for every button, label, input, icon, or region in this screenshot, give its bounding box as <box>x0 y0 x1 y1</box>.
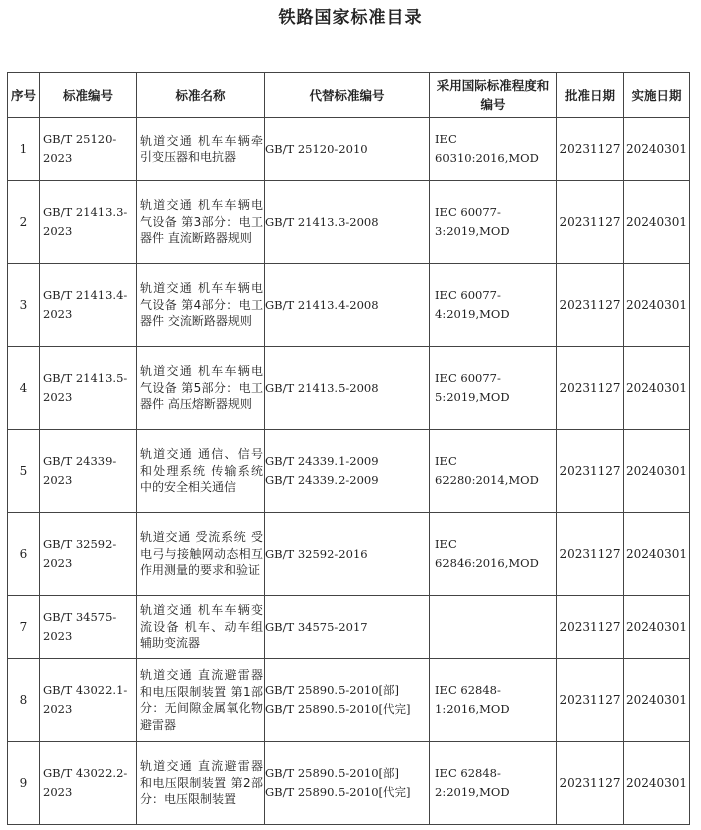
cell-replaces: GB/T 21413.5-2008 <box>265 347 430 430</box>
cell-replaces: GB/T 25890.5-2010[部] GB/T 25890.5-2010[代完] <box>265 659 430 742</box>
standards-table <box>7 72 690 825</box>
cell-code: GB/T 21413.4-2023 <box>40 264 137 347</box>
cell-approve-date: 20231127 <box>557 264 624 347</box>
table-row <box>8 596 690 659</box>
cell-approve-date: 20231127 <box>557 347 624 430</box>
cell-intl: IEC 62846:2016,MOD <box>430 513 557 596</box>
cell-name: 轨道交通 通信、信号和处理系统 传输系统中的安全相关通信 <box>137 430 265 513</box>
header-approve: 批准日期 <box>557 73 624 118</box>
cell-approve-date: 20231127 <box>557 513 624 596</box>
cell-name: 轨道交通 机车车辆牵引变压器和电抗器 <box>137 118 265 181</box>
cell-intl: IEC 60310:2016,MOD <box>430 118 557 181</box>
cell-replaces: GB/T 21413.4-2008 <box>265 264 430 347</box>
cell-name: 轨道交通 机车车辆电气设备 第4部分：电工器件 交流断路器规则 <box>137 264 265 347</box>
cell-name: 轨道交通 机车车辆变流设备 机车、动车组辅助变流器 <box>137 596 265 659</box>
cell-implement-date: 20240301 <box>624 659 690 742</box>
cell-intl: IEC 62280:2014,MOD <box>430 430 557 513</box>
cell-no: 7 <box>8 596 40 659</box>
header-intl: 采用国际标准程度和编号 <box>430 73 557 118</box>
cell-approve-date: 20231127 <box>557 596 624 659</box>
table-row <box>8 181 690 264</box>
cell-intl <box>430 596 557 659</box>
cell-no: 4 <box>8 347 40 430</box>
cell-intl: IEC 60077-4:2019,MOD <box>430 264 557 347</box>
cell-name: 轨道交通 直流避雷器和电压限制装置 第1部分：无间隙金属氧化物避雷器 <box>137 659 265 742</box>
table-row <box>8 513 690 596</box>
cell-approve-date: 20231127 <box>557 659 624 742</box>
cell-code: GB/T 32592-2023 <box>40 513 137 596</box>
cell-intl: IEC 60077-5:2019,MOD <box>430 347 557 430</box>
cell-no: 2 <box>8 181 40 264</box>
cell-approve-date: 20231127 <box>557 118 624 181</box>
cell-code: GB/T 24339-2023 <box>40 430 137 513</box>
header-code: 标准编号 <box>40 73 137 118</box>
header-name: 标准名称 <box>137 73 265 118</box>
cell-intl: IEC 62848-2:2019,MOD <box>430 742 557 825</box>
cell-implement-date: 20240301 <box>624 742 690 825</box>
cell-code: GB/T 21413.3-2023 <box>40 181 137 264</box>
cell-code: GB/T 43022.2-2023 <box>40 742 137 825</box>
cell-implement-date: 20240301 <box>624 181 690 264</box>
cell-name: 轨道交通 直流避雷器和电压限制装置 第2部分：电压限制装置 <box>137 742 265 825</box>
cell-replaces: GB/T 21413.3-2008 <box>265 181 430 264</box>
cell-replaces: GB/T 25120-2010 <box>265 118 430 181</box>
cell-approve-date: 20231127 <box>557 181 624 264</box>
cell-replaces: GB/T 32592-2016 <box>265 513 430 596</box>
cell-no: 8 <box>8 659 40 742</box>
cell-implement-date: 20240301 <box>624 430 690 513</box>
page-title: 铁路国家标准目录 <box>278 8 423 28</box>
header-implement: 实施日期 <box>624 73 690 118</box>
cell-replaces: GB/T 34575-2017 <box>265 596 430 659</box>
cell-no: 9 <box>8 742 40 825</box>
cell-approve-date: 20231127 <box>557 430 624 513</box>
header-replaces: 代替标准编号 <box>265 73 430 118</box>
table-row <box>8 659 690 742</box>
cell-code: GB/T 25120-2023 <box>40 118 137 181</box>
cell-no: 5 <box>8 430 40 513</box>
cell-name: 轨道交通 机车车辆电气设备 第5部分：电工器件 高压熔断器规则 <box>137 347 265 430</box>
cell-no: 3 <box>8 264 40 347</box>
table-header-row <box>8 73 690 118</box>
cell-no: 6 <box>8 513 40 596</box>
cell-implement-date: 20240301 <box>624 347 690 430</box>
cell-implement-date: 20240301 <box>624 118 690 181</box>
cell-intl: IEC 60077-3:2019,MOD <box>430 181 557 264</box>
cell-replaces: GB/T 24339.1-2009 GB/T 24339.2-2009 <box>265 430 430 513</box>
cell-name: 轨道交通 受流系统 受电弓与接触网动态相互作用测量的要求和验证 <box>137 513 265 596</box>
cell-code: GB/T 21413.5-2023 <box>40 347 137 430</box>
table-row <box>8 347 690 430</box>
cell-intl: IEC 62848-1:2016,MOD <box>430 659 557 742</box>
cell-code: GB/T 43022.1-2023 <box>40 659 137 742</box>
cell-code: GB/T 34575-2023 <box>40 596 137 659</box>
cell-approve-date: 20231127 <box>557 742 624 825</box>
cell-replaces: GB/T 25890.5-2010[部] GB/T 25890.5-2010[代完] <box>265 742 430 825</box>
table-row <box>8 118 690 181</box>
cell-implement-date: 20240301 <box>624 596 690 659</box>
header-no: 序号 <box>8 73 40 118</box>
cell-implement-date: 20240301 <box>624 264 690 347</box>
cell-implement-date: 20240301 <box>624 513 690 596</box>
table-row <box>8 430 690 513</box>
table-row <box>8 742 690 825</box>
cell-name: 轨道交通 机车车辆电气设备 第3部分：电工器件 直流断路器规则 <box>137 181 265 264</box>
table-row <box>8 264 690 347</box>
cell-no: 1 <box>8 118 40 181</box>
